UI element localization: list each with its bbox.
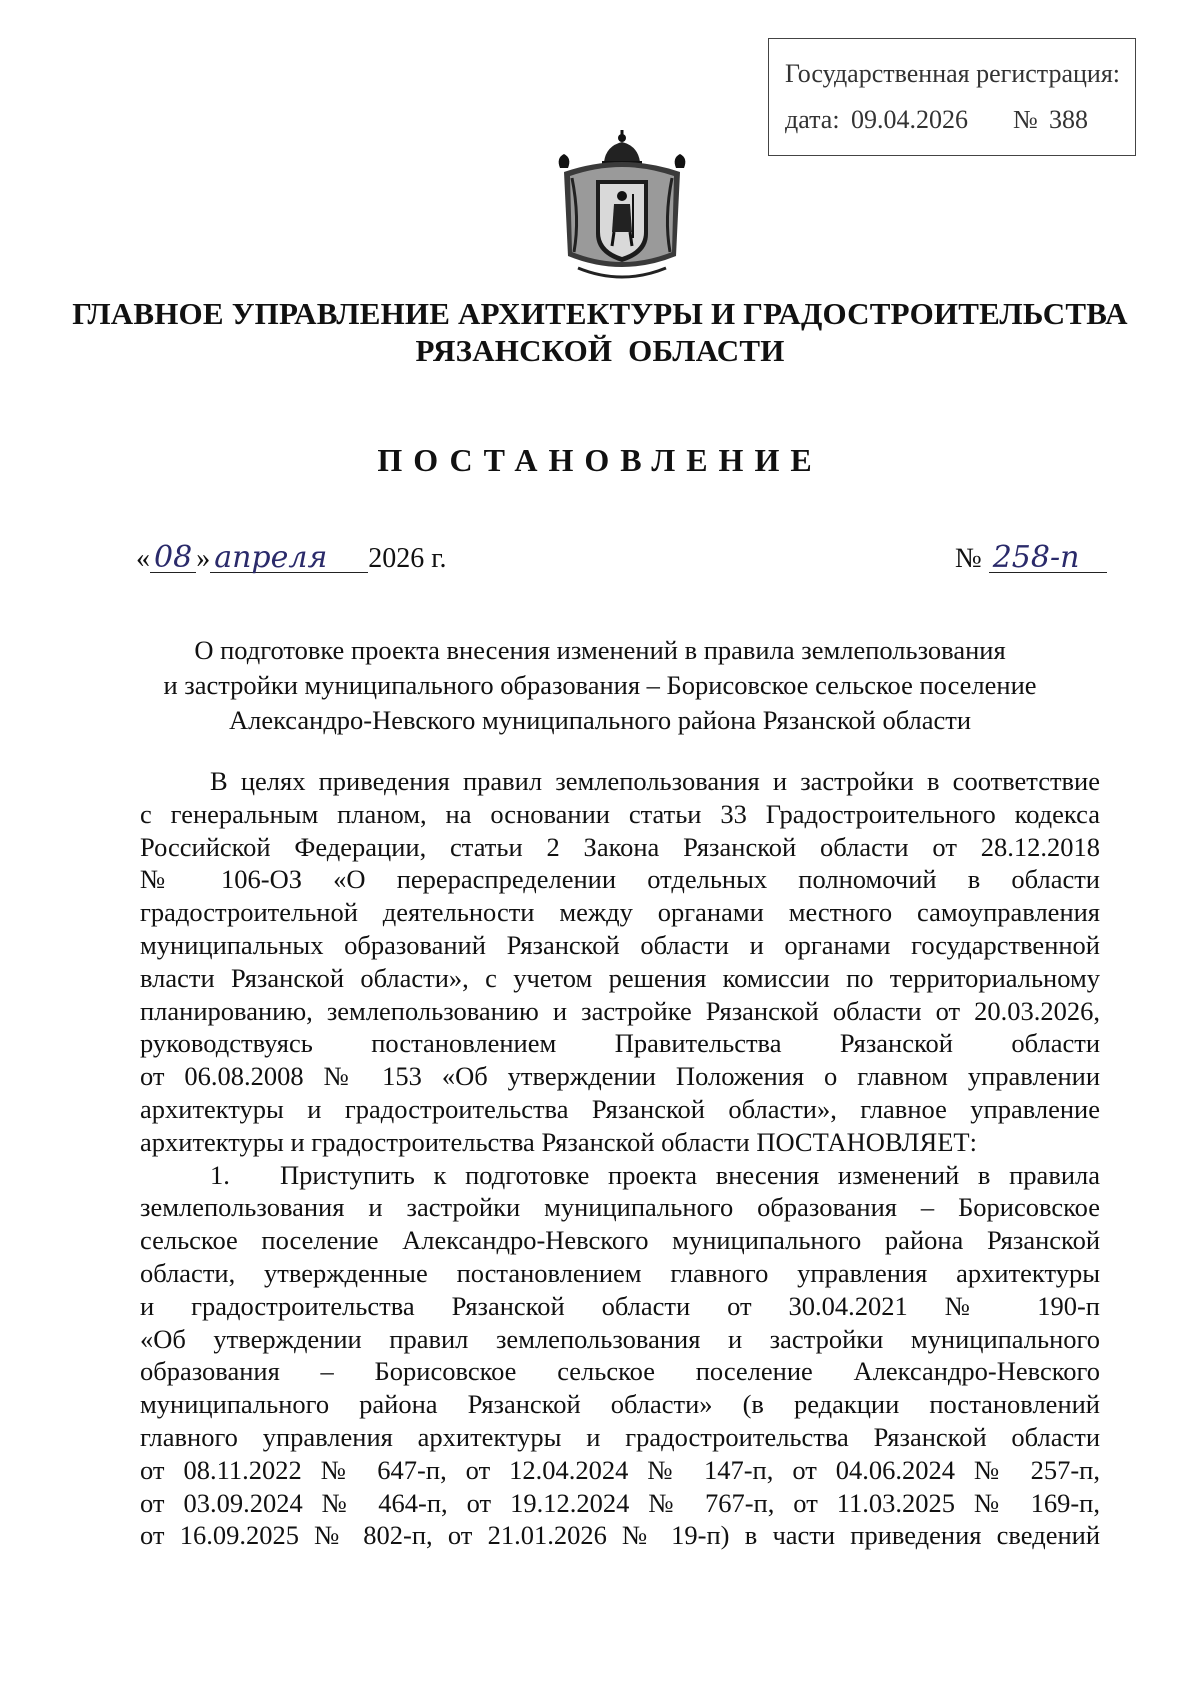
organization-name-line2: РЯЗАНСКОЙ ОБЛАСТИ bbox=[415, 333, 785, 368]
body-line: от 03.09.2024 № 464-п, от 19.12.2024 № 767-п, от 11.03.2025 № 169-п, bbox=[140, 1487, 1100, 1518]
body-line: № 106-ОЗ «О перераспределении отдельных полномочий в области bbox=[140, 864, 1100, 895]
body-line: главного управления архитектуры и градостроительства Рязанской области bbox=[140, 1421, 1100, 1452]
body-line: руководствуясь постановлением Правительства Рязанской области bbox=[140, 1028, 1100, 1059]
document-number-label: № bbox=[955, 543, 982, 574]
body-line: Российской Федерации, статьи 2 Закона Рязанской области от 28.12.2018 bbox=[140, 831, 1100, 862]
coat-of-arms-ryazan-icon bbox=[554, 128, 690, 290]
date-open-quote: « bbox=[136, 543, 150, 574]
body-line: «Об утверждении правил землепользования и застройки муниципального bbox=[140, 1323, 1100, 1354]
body-line: власти Рязанской области», с учетом решения комиссии по территориальному bbox=[140, 962, 1100, 993]
registration-stamp bbox=[768, 38, 1136, 156]
document-date bbox=[136, 540, 447, 575]
date-month-handwritten: апреля bbox=[210, 544, 368, 573]
document-body bbox=[140, 765, 1100, 1552]
body-line: сельское поселение Александро-Невского муниципального района Рязанской bbox=[140, 1225, 1100, 1256]
body-line: градостроительной деятельности между органами местного самоуправления bbox=[140, 897, 1100, 928]
date-day-handwritten: 08 bbox=[150, 544, 196, 573]
date-close-quote: » bbox=[196, 543, 211, 574]
item1-text: Приступить к подготовке проекта внесения изменений в правила bbox=[280, 1159, 1100, 1190]
registration-number: 388 bbox=[1049, 105, 1088, 134]
registration-date-label: дата: bbox=[785, 105, 840, 134]
registration-number-label: № bbox=[1013, 105, 1038, 134]
body-line: с генеральным планом, на основании статьи 33 Градостроительного кодекса bbox=[140, 798, 1100, 829]
body-line: области, утвержденные постановлением главного управления архитектуры bbox=[140, 1257, 1100, 1288]
body-line: от 16.09.2025 № 802-п, от 21.01.2026 № 19-п) в части приведения сведений bbox=[140, 1520, 1100, 1551]
document-subject bbox=[0, 633, 1200, 738]
registration-title: Государственная регистрация: bbox=[785, 59, 1121, 88]
item1-number: 1. bbox=[210, 1159, 230, 1190]
body-line: от 06.08.2008 № 153 «Об утверждении Положения о главном управлении bbox=[140, 1061, 1100, 1092]
document-number bbox=[955, 540, 1107, 575]
subject-line: Александро-Невского муниципального района Рязанской области bbox=[228, 705, 972, 735]
document-type: ПОСТАНОВЛЕНИЕ bbox=[377, 442, 823, 478]
subject-line: О подготовке проекта внесения изменений в правила землепользования bbox=[194, 635, 1006, 665]
body-line: архитектуры и градостроительства Рязанской области», главное управление bbox=[140, 1093, 1100, 1124]
organization-name-line1: ГЛАВНОЕ УПРАВЛЕНИЕ АРХИТЕКТУРЫ И ГРАДОСТРОИТЕЛЬСТВА bbox=[72, 296, 1128, 331]
body-line: архитектуры и градостроительства Рязанской области ПОСТАНОВЛЯЕТ: bbox=[140, 1126, 977, 1157]
body-line: образования – Борисовское сельское поселение Александро-Невского bbox=[140, 1356, 1100, 1387]
body-line: муниципального района Рязанской области» (в редакции постановлений bbox=[140, 1389, 1100, 1420]
subject-line: и застройки муниципального образования – Борисовское сельское поселение bbox=[163, 670, 1037, 700]
body-line: муниципальных образований Рязанской области и органами государственной bbox=[140, 929, 1100, 960]
item1-first-line bbox=[140, 1159, 1100, 1192]
body-line: планированию, землепользованию и застройке Рязанской области от 20.03.2026, bbox=[140, 995, 1100, 1026]
body-line: и градостроительства Рязанской области от 30.04.2021 № 190-п bbox=[140, 1290, 1100, 1321]
date-year: 2026 г. bbox=[368, 543, 447, 574]
registration-date: 09.04.2026 bbox=[851, 105, 968, 134]
body-line: от 08.11.2022 № 647-п, от 12.04.2024 № 147-п, от 04.06.2024 № 257-п, bbox=[140, 1454, 1100, 1485]
document-number-handwritten: 258-п bbox=[989, 544, 1107, 573]
body-line: землепользования и застройки муниципального образования – Борисовское bbox=[140, 1192, 1100, 1223]
body-line: В целях приведения правил землепользования и застройки в соответствие bbox=[210, 766, 1100, 796]
